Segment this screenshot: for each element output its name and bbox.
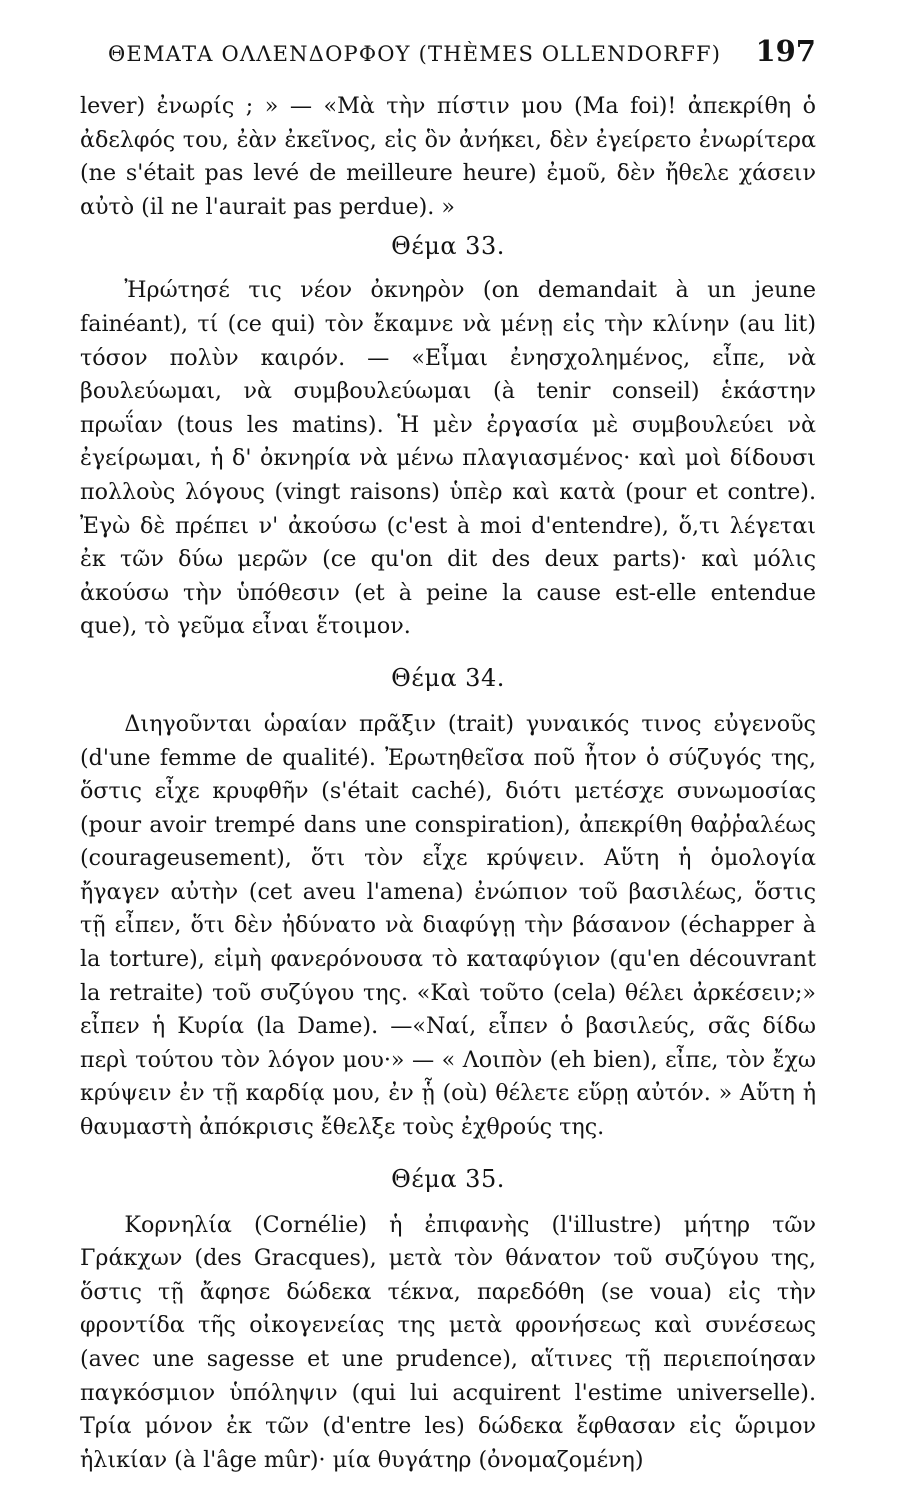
section-heading-35: Θέμα 35. bbox=[391, 1164, 505, 1193]
section-heading-34: Θέμα 34. bbox=[391, 663, 505, 692]
section-heading-33: Θέμα 33. bbox=[391, 232, 505, 261]
page-body bbox=[80, 90, 816, 1477]
page-header bbox=[80, 34, 816, 74]
running-title: ΘΕΜΑΤΑ ΟΛΛΕΝΔΟΡΦΟΥ (THÈMES OLLENDORFF) bbox=[108, 42, 722, 66]
page-number: 197 bbox=[755, 34, 816, 68]
paragraph-theme-33: Ἠρώτησέ τις νέον ὀκνηρὸν (on demandait à un jeune fainéant), τί (ce qui) τὸν ἔκαμνε νὰ μένῃ εἰς τὴν κλίνην (au lit) τόσον πολὺν καιρόν. — «Εἶμαι ἐνησχολημένος, εἶπε, νὰ βουλεύωμαι, νὰ συμβουλεύωμαι (à tenir conseil) ἑκάστην πρωΐαν (tous les matins). Ἡ μὲν ἐργασία μὲ συμβουλεύει νὰ ἐγείρωμαι, ἡ δ' ὀκνηρία νὰ μένω πλαγιασμένος· καὶ μοὶ δίδουσι πολλοὺς λόγους (vingt raisons) ὑπὲρ καὶ κατὰ (pour et contre). Ἐγὼ δὲ πρέπει ν' ἀκούσω (c'est à moi d'entendre), ὅ,τι λέγεται ἐκ τῶν δύω μερῶν (ce qu'on dit des deux parts)· καὶ μόλις ἀκούσω τὴν ὑπόθεσιν (et à peine la cause est-elle entendue que), τὸ γεῦμα εἶναι ἕτοιμον. bbox=[80, 277, 816, 640]
paragraph-theme-34: Διηγοῦνται ὡραίαν πρᾶξιν (trait) γυναικός τινος εὐγενοῦς (d'une femme de qualité). Ἐρωτηθεῖσα ποῦ ἦτον ὁ σύζυγός της, ὅστις εἶχε κρυφθῆν (s'était caché), διότι μετέσχε συνωμοσίας (pour avoir trempé dans une conspiration), ἀπεκρίθη θαῤῥαλέως (courageusement), ὅτι τὸν εἶχε κρύψειν. Αὕτη ἡ ὁμολογία ἤγαγεν αὐτὴν (cet aveu l'amena) ἐνώπιον τοῦ βασιλέως, ὅστις τῇ εἶπεν, ὅτι δὲν ἠδύνατο νὰ διαφύγῃ τὴν βάσανον (échapper à la torture), εἰμὴ φανερόνουσα τὸ καταφύγιον (qu'en découvrant la retraite) τοῦ συζύγου της. «Καὶ τοῦτο (cela) θέλει ἀρκέσειν;» εἶπεν ἡ Κυρία (la Dame). —«Ναί, εἶπεν ὁ βασιλεύς, σᾶς δίδω περὶ τούτου τὸν λόγον μου·» — « Λοιπὸν (eh bien), εἶπε, τὸν ἔχω κρύψειν ἐν τῇ καρδίᾳ μου, ἐν ᾗ (où) θέλετε εὕρῃ αὐτόν. » Αὕτη ἡ θαυμαστὴ ἀπόκρισις ἔθελξε τοὺς ἐχθρούς της. bbox=[80, 710, 816, 1141]
paragraph-theme-35: Κορνηλία (Cornélie) ἡ ἐπιφανὴς (l'illustre) μήτηρ τῶν Γράκχων (des Gracques), μετὰ τὸν θάνατον τοῦ συζύγου της, ὅστις τῇ ἄφησε δώδεκα τέκνα, παρεδόθη (se voua) εἰς τὴν φροντίδα τῆς οἰκογενείας της μετὰ φρονήσεως καὶ συνέσεως (avec une sagesse et une prudence), αἵτινες τῇ περιεποίησαν παγκόσμιον ὑπόληψιν (qui lui acquirent l'estime universelle). Τρία μόνον ἐκ τῶν (d'entre les) δώδεκα ἔφθασαν εἰς ὥριμον ἡλικίαν (à l'âge mûr)· μία θυγάτηρ (ὀνομαζομένη) bbox=[80, 1211, 816, 1473]
paragraph-continued: lever) ἐνωρίς ; » — «Μὰ τὴν πίστιν μου (Ma foi)! ἀπεκρίθη ὁ ἀδελφός του, ἐὰν ἐκεῖνος, εἰς ὃν ἀνήκει, δὲν ἐγείρετο ἐνωρίτερα (ne s'était pas levé de meilleure heure) ἐμοῦ, δὲν ἤθελε χάσειν αὐτὸ (il ne l'aurait pas perdue). » bbox=[80, 93, 816, 220]
